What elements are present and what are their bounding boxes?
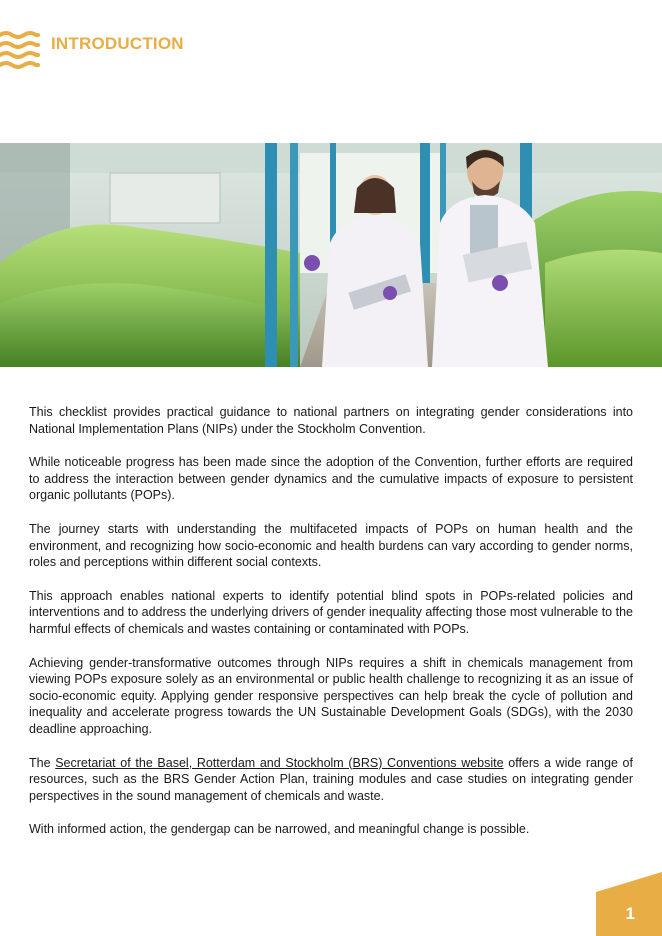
paragraph: This approach enables national experts to identify potential blind spots in POPs-related policies and interventions and to address the underlying drivers of gender inequality affecting those most vulnerable to the harmful effects of chemicals and wastes containing or contaminated with POPs.	[29, 588, 633, 636]
waves-icon	[0, 30, 40, 72]
section-header	[0, 30, 300, 72]
brs-website-link[interactable]: Secretariat of the Basel, Rotterdam and Stockholm (BRS) Conventions website	[55, 755, 504, 770]
paragraph-text: offers a wide range of resources, such as the BRS Gender Action Plan, training modules and case studies on integrating gender perspectives in the sound management of chemicals and waste.	[29, 755, 633, 803]
body-text	[29, 404, 633, 855]
hero-image	[0, 143, 662, 367]
greenhouse-scientists-photo	[0, 143, 662, 367]
paragraph-text: The	[29, 755, 56, 770]
paragraph: The journey starts with understanding the multifaceted impacts of POPs on human health and the environment, and recognizing how socio-economic and health burdens can vary according to gender norms, roles and perceptions within different social contexts.	[29, 521, 633, 570]
paragraph	[29, 755, 633, 805]
paragraph: With informed action, the gendergap can be narrowed, and meaningful change is possible.	[29, 822, 530, 837]
paragraph: This checklist provides practical guidance to national partners on integrating gender considerations into National Implementation Plans (NIPs) under the Stockholm Convention.	[29, 405, 633, 436]
paragraph: While noticeable progress has been made since the adoption of the Convention, further efforts are required to address the interaction between gender dynamics and the cumulative impacts of exposure to persistent organic pollutants (POPs).	[29, 455, 633, 503]
page-number: 1	[625, 904, 635, 923]
page-title: INTRODUCTION	[51, 34, 184, 53]
paragraph: Achieving gender-transformative outcomes through NIPs requires a shift in chemicals management from viewing POPs exposure solely as an environmental or public health challenge to recognizing it as an issue of socio-economic equity. Applying gender responsive perspectives can help break the cycle of pollution and inequality and accelerate progress towards the UN Sustainable Development Goals (SDGs), with the 2030 deadline approaching.	[29, 655, 633, 736]
